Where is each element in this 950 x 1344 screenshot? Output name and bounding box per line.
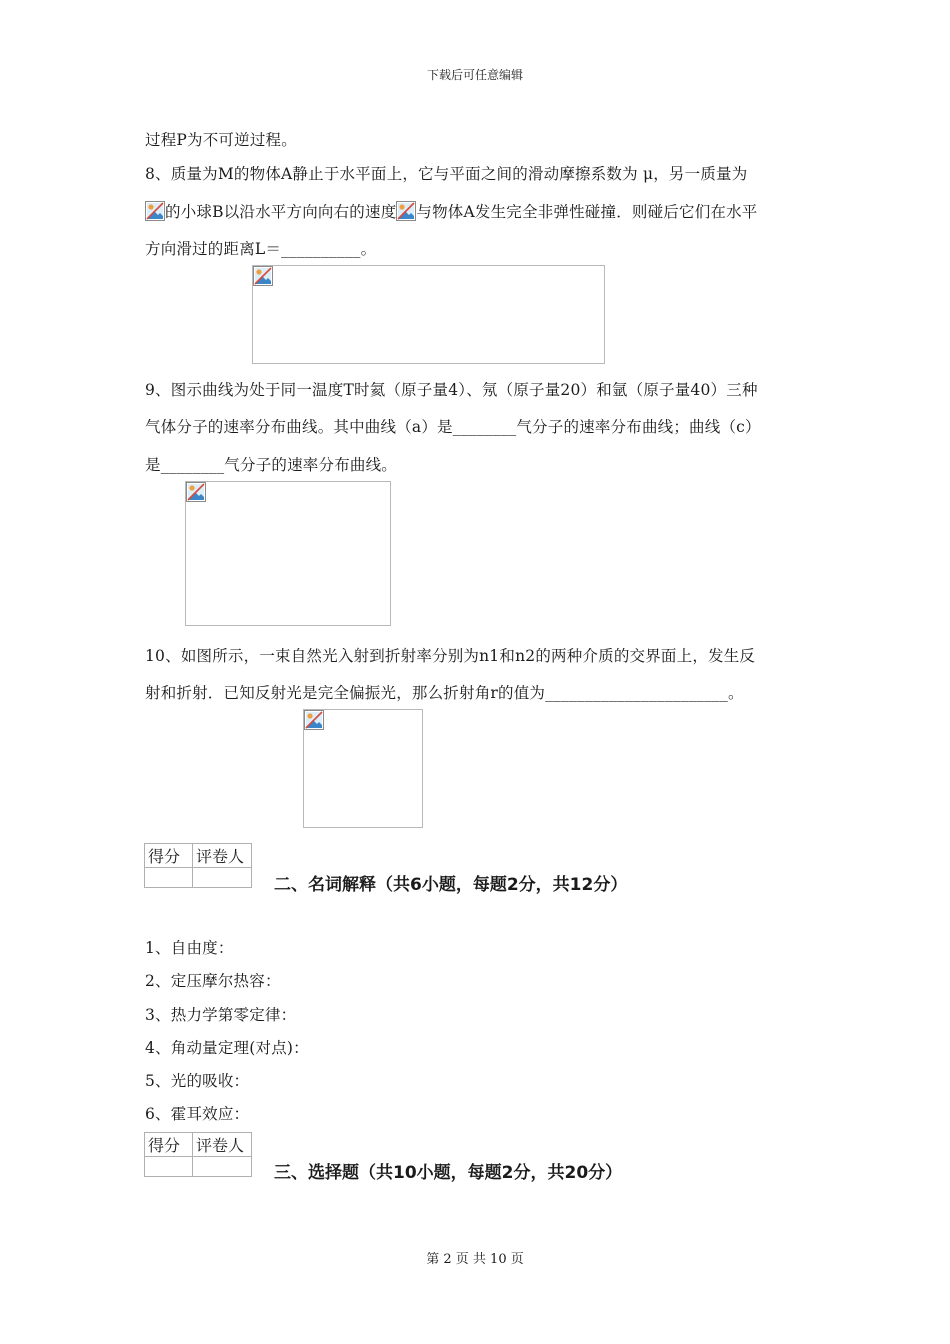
q8-line2 bbox=[145, 200, 758, 222]
section-2-title: 二、名词解释（共6小题，每题2分，共12分） bbox=[274, 875, 628, 895]
q8-line2-part-b: 与物体A发生完全非弹性碰撞．则碰后它们在水平 bbox=[416, 203, 758, 221]
broken-image-icon bbox=[253, 266, 273, 286]
broken-image-icon bbox=[186, 482, 206, 502]
grader-label: 评卷人 bbox=[193, 844, 252, 868]
q8-line2-part-a: 的小球B以沿水平方向向右的速度 bbox=[165, 203, 397, 221]
score-table bbox=[144, 1132, 252, 1177]
grader-cell bbox=[193, 868, 252, 888]
page-footer: 第 2 页 共 10 页 bbox=[426, 1252, 524, 1267]
term-item-5: 5、光的吸收： bbox=[145, 1072, 250, 1090]
term-item-3: 3、热力学第零定律： bbox=[145, 1006, 297, 1024]
q8-figure bbox=[252, 265, 605, 364]
q10-line2: 射和折射．已知反射光是完全偏振光，那么折射角r的值为_______________________。 bbox=[145, 684, 744, 702]
q10-figure bbox=[303, 709, 423, 828]
q9-line2: 气体分子的速率分布曲线。其中曲线（a）是________气分子的速率分布曲线；曲线（c） bbox=[145, 418, 761, 436]
q8-line1: 8、质量为M的物体A静止于水平面上，它与平面之间的滑动摩擦系数为 μ，另一质量为 bbox=[145, 165, 748, 183]
broken-image-icon bbox=[304, 710, 324, 730]
score-cell bbox=[145, 868, 193, 888]
score-label: 得分 bbox=[145, 844, 193, 868]
q9-line1: 9、图示曲线为处于同一温度T时氦（原子量4）、氖（原子量20）和氩（原子量40）三种 bbox=[145, 381, 758, 399]
section-3-title: 三、选择题（共10小题，每题2分，共20分） bbox=[274, 1163, 623, 1183]
score-label: 得分 bbox=[145, 1133, 193, 1157]
term-item-6: 6、霍耳效应： bbox=[145, 1105, 250, 1123]
term-item-2: 2、定压摩尔热容： bbox=[145, 972, 281, 990]
q9-line3: 是________气分子的速率分布曲线。 bbox=[145, 456, 398, 474]
page-header: 下载后可任意编辑 bbox=[426, 68, 523, 82]
term-item-1: 1、自由度： bbox=[145, 939, 234, 957]
grader-label: 评卷人 bbox=[193, 1133, 252, 1157]
q7-tail-text: 过程P为不可逆过程。 bbox=[145, 131, 297, 149]
score-cell bbox=[145, 1157, 193, 1177]
grader-cell bbox=[193, 1157, 252, 1177]
q10-line1: 10、如图所示，一束自然光入射到折射率分别为n1和n2的两种介质的交界面上，发生反 bbox=[145, 647, 756, 665]
q8-line3: 方向滑过的距离L＝__________。 bbox=[145, 240, 377, 258]
term-item-4: 4、角动量定理(对点)： bbox=[145, 1039, 309, 1057]
q9-figure bbox=[185, 481, 391, 626]
broken-image-icon bbox=[145, 201, 165, 221]
score-table bbox=[144, 843, 252, 888]
broken-image-icon bbox=[396, 201, 416, 221]
